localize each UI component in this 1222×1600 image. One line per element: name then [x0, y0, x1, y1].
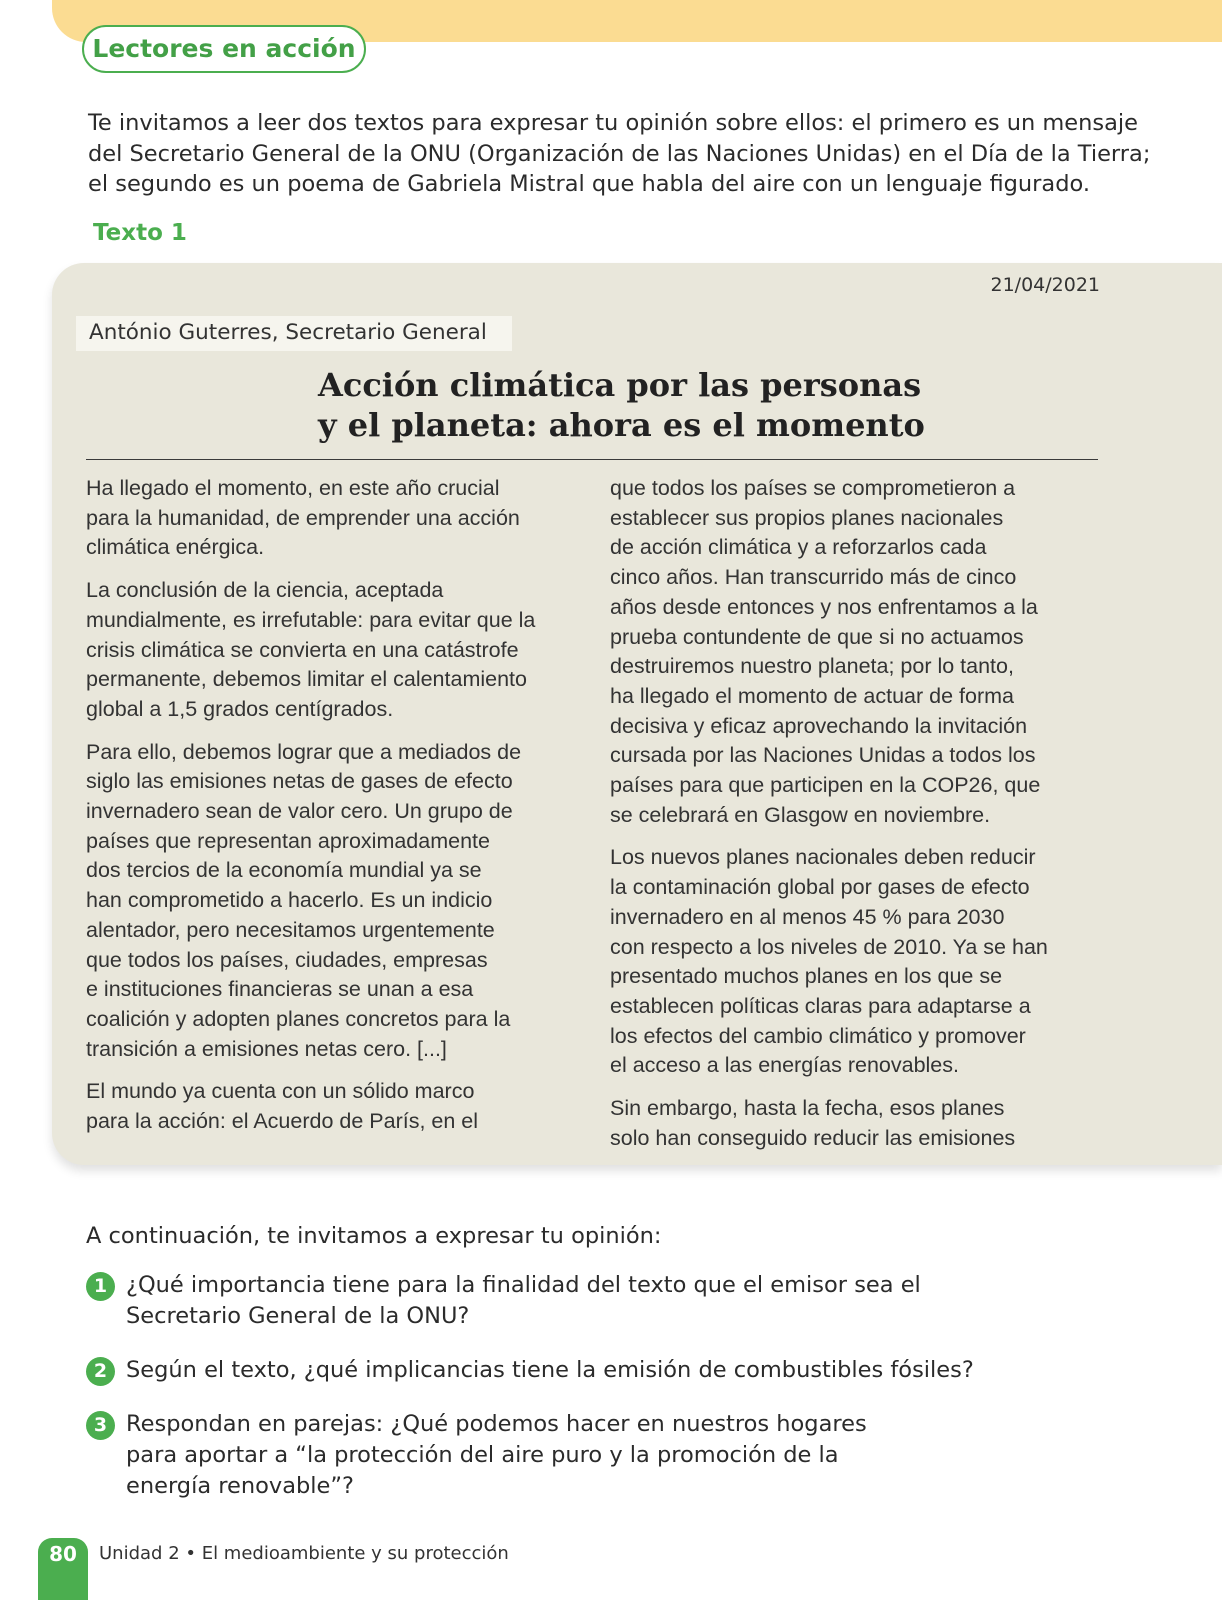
article-paragraph	[610, 1094, 1100, 1153]
text-line: establecen políticas claras para adaptarse a	[610, 993, 1031, 1018]
headline-line: y el planeta: ahora es el momento	[318, 406, 925, 444]
question-number-badge: 3	[86, 1411, 115, 1440]
section-title-pill: Lectores en acción	[82, 25, 366, 73]
text-line: han comprometido a hacerlo. Es un indicio	[86, 888, 493, 913]
text-line: permanente, debemos limitar el calentamiento	[86, 667, 527, 692]
text-line: Los nuevos planes nacionales deben reducir	[610, 845, 1036, 870]
text-line: siglo las emisiones netas de gases de efecto	[86, 769, 513, 794]
article-column-left	[86, 474, 586, 1137]
text-line: Para ello, debemos lograr que a mediados de	[86, 739, 522, 764]
text-line: coalición y adopten planes concretos para la	[86, 1006, 511, 1031]
question-text	[126, 1355, 1086, 1386]
text-line: los efectos del cambio climático y promover	[610, 1023, 1026, 1048]
text-line: ha llegado el momento de actuar de forma	[610, 683, 1014, 708]
footer-unit-text: Unidad 2 • El medioambiente y su protección	[99, 1543, 509, 1564]
text-line: Sin embargo, hasta la fecha, esos planes	[610, 1096, 1005, 1121]
intro-line: el segundo es un poema de Gabriela Mistral que habla del aire con un lenguaje figurado.	[88, 171, 1091, 197]
intro-line: del Secretario General de la ONU (Organización de las Naciones Unidas) en el Día de la Tierra;	[88, 140, 1151, 167]
text-line: global a 1,5 grados centígrados.	[86, 696, 394, 721]
text-line: para la acción: el Acuerdo de París, en el	[86, 1109, 479, 1134]
article-author: António Guterres, Secretario General	[89, 320, 487, 345]
text-line: la contaminación global por gases de efecto	[610, 875, 1030, 900]
text-line: de acción climática y a reforzarlos cada	[610, 535, 987, 560]
intro-paragraph	[88, 108, 1151, 200]
text-line: mundialmente, es irrefutable: para evitar que la	[86, 607, 536, 632]
text-line: el acceso a las energías renovables.	[610, 1053, 959, 1078]
text-line: prueba contundente de que si no actuamos	[610, 624, 1024, 649]
text-line: países que representan aproximadamente	[86, 828, 490, 853]
text-line: invernadero sean de valor cero. Un grupo de	[86, 799, 513, 824]
text-line: La conclusión de la ciencia, aceptada	[86, 578, 444, 603]
text-line: invernadero en al menos 45 % para 2030	[610, 904, 1005, 929]
question-text	[126, 1270, 1086, 1332]
text-line: para la humanidad, de emprender una acción	[86, 505, 520, 530]
text-line: e instituciones financieras se unan a esa	[86, 977, 474, 1002]
headline-divider	[86, 459, 1098, 460]
text-line: solo han conseguido reducir las emisiones	[610, 1125, 1016, 1150]
question-line: para aportar a “la protección del aire puro y la promoción de la	[126, 1442, 839, 1468]
text-line: que todos los países, ciudades, empresas	[86, 947, 488, 972]
question-line: Respondan en parejas: ¿Qué podemos hacer en nuestros hogares	[126, 1411, 867, 1437]
text-line: dos tercios de la economía mundial ya se	[86, 858, 482, 883]
text-line: transición a emisiones netas cero. [...]	[86, 1036, 447, 1061]
article-paragraph	[86, 1077, 586, 1136]
question-number-badge: 2	[86, 1357, 115, 1386]
text-line: climática enérgica.	[86, 535, 265, 560]
text-line: países para que participen en la COP26, que	[610, 773, 1041, 798]
article-paragraph	[86, 474, 586, 563]
text-line: cinco años. Han transcurrido más de cinco	[610, 565, 1017, 590]
page-number: 80	[49, 1542, 77, 1566]
question-line: Secretario General de la ONU?	[126, 1303, 470, 1329]
question-line: energía renovable”?	[126, 1473, 354, 1499]
question-line: Según el texto, ¿qué implicancias tiene la emisión de combustibles fósiles?	[126, 1357, 974, 1383]
text-line: El mundo ya cuenta con un sólido marco	[86, 1079, 475, 1104]
article-headline	[318, 365, 925, 445]
text-line: se celebrará en Glasgow en noviembre.	[610, 802, 991, 827]
text-line: que todos los países se comprometieron a	[610, 476, 1016, 500]
question-line: ¿Qué importancia tiene para la finalidad del texto que el emisor sea el	[126, 1272, 921, 1298]
text-line: destruiremos nuestro planeta; por lo tanto,	[610, 654, 1014, 679]
text-line: decisiva y eficaz aprovechando la invitación	[610, 713, 1028, 738]
article-paragraph	[86, 738, 586, 1065]
text-line: establecer sus propios planes nacionales	[610, 505, 1004, 530]
text-line: cursada por las Naciones Unidas a todos los	[610, 743, 1036, 768]
text-line: años desde entonces y nos enfrentamos a la	[610, 594, 1038, 619]
headline-line: Acción climática por las personas	[318, 366, 922, 404]
text-line: Ha llegado el momento, en este año crucial	[86, 476, 500, 500]
intro-line: Te invitamos a leer dos textos para expresar tu opinión sobre ellos: el primero es un mensaje	[88, 110, 1139, 136]
article-column-right	[610, 474, 1100, 1153]
text-line: crisis climática se convierta en una catástrofe	[86, 637, 519, 662]
text-line: alentador, pero necesitamos urgentemente	[86, 917, 495, 942]
text-line: presentado muchos planes en los que se	[610, 964, 1003, 989]
question-text	[126, 1409, 1086, 1502]
question-number-badge: 1	[86, 1272, 115, 1301]
article-paragraph	[610, 474, 1100, 830]
article-paragraph	[610, 843, 1100, 1081]
texto-heading: Texto 1	[93, 220, 187, 246]
text-line: con respecto a los niveles de 2010. Ya se han	[610, 934, 1048, 959]
article-date: 21/04/2021	[990, 274, 1100, 296]
invite-text: A continuación, te invitamos a expresar tu opinión:	[86, 1223, 662, 1249]
article-paragraph	[86, 576, 586, 725]
